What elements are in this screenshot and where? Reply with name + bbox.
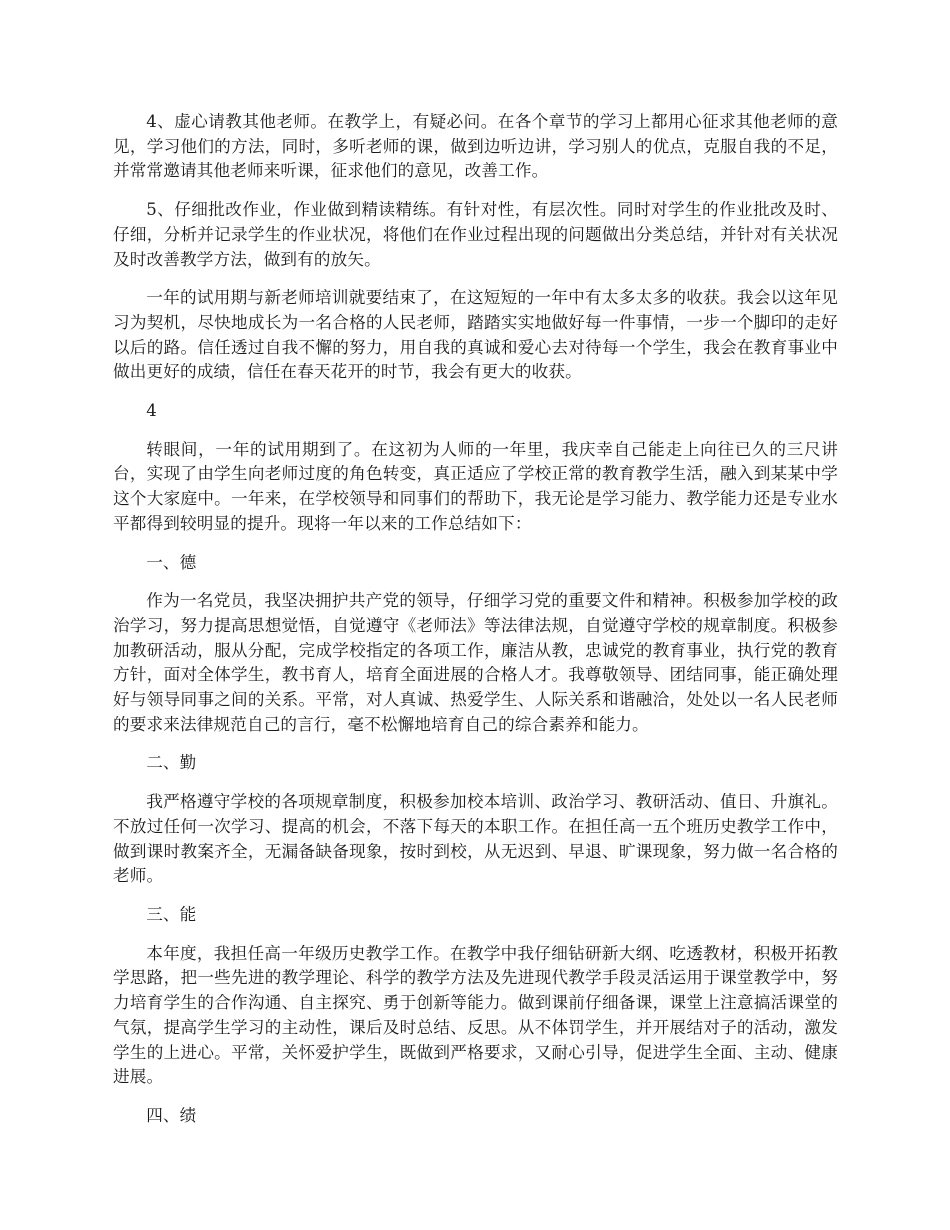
heading-morality: 一、德	[146, 552, 197, 572]
paragraph-probation-summary: 一年的试用期与新老师培训就要结束了，在这短短的一年中有太多太多的收获。我会以这年见习为契机，尽快地成长为一名合格的人民老师，踏踏实实地做好每一件事情，一步一个脚印的走好以后的路。信任透过自我不懈的努力，用自我的真诚和爱心去对待每一个学生，我会在教育事业中做出更好的成绩，信任在春天花开的时节，我会有更大的收获。	[113, 288, 838, 382]
paragraph-morality: 作为一名党员，我坚决拥护共产党的领导，仔细学习党的重要文件和精神。积极参加学校的政治学习，努力提高思想觉悟，自觉遵守《老师法》等法律法规，自觉遵守学校的规章制度。积极参加教研活动，服从分配，完成学校指定的各项工作，廉洁从教，忠诚党的教育事业，执行党的教育方针，面对全体学生，教书育人，培育全面进展的合格人才。我尊敬领导、团结同事，能正确处理好与领导同事之间的关系。平常，对人真诚、热爱学生、人际关系和谐融洽，处处以一名人民老师的要求来法律规范自己的言行，毫不松懈地培育自己的综合素养和能力。	[113, 591, 838, 734]
paragraph-consult-teachers: 4、虚心请教其他老师。在教学上，有疑必问。在各个章节的学习上都用心征求其他老师的意见，学习他们的方法，同时，多听老师的课，做到边听边讲，学习别人的优点，克服自我的不足，并常常邀请其他老师来听课，征求他们的意见，改善工作。	[113, 112, 838, 181]
document-body	[113, 110, 838, 1143]
heading-ability: 三、能	[146, 904, 197, 924]
heading-achievement: 四、绩	[146, 1105, 197, 1125]
paragraph-grade-homework: 5、仔细批改作业，作业做到精读精练。有针对性，有层次性。同时对学生的作业批改及时、仔细，分析并记录学生的作业状况，将他们在作业过程出现的问题做出分类总结，并针对有关状况及时改善教学方法，做到有的放矢。	[113, 200, 838, 269]
paragraph-diligence: 我严格遵守学校的各项规章制度，积极参加校本培训、政治学习、教研活动、值日、升旗礼。不放过任何一次学习、提高的机会，不落下每天的本职工作。在担任高一五个班历史教学工作中，做到课时教案齐全，无漏备缺备现象，按时到校，从无迟到、早退、旷课现象，努力做一名合格的老师。	[113, 792, 838, 886]
section-number: 4	[146, 401, 157, 421]
paragraph-ability: 本年度，我担任高一年级历史教学工作。在教学中我仔细钻研新大纲、吃透教材，积极开拓教学思路，把一些先进的教学理论、科学的教学方法及先进现代教学手段灵活运用于课堂教学中，努力培育学生的合作沟通、自主探究、勇于创新等能力。做到课前仔细备课，课堂上注意搞活课堂的气氛，提高学生学习的主动性，课后及时总结、反思。从不体罚学生，并开展结对子的活动，激发学生的上进心。平常，关怀爱护学生，既做到严格要求，又耐心引导，促进学生全面、主动、健康进展。	[113, 943, 838, 1087]
heading-diligence: 二、勤	[146, 753, 197, 773]
paragraph-introduction: 转眼间，一年的试用期到了。在这初为人师的一年里，我庆幸自己能走上向往已久的三尺讲台，实现了由学生向老师过度的角色转变，真正适应了学校正常的教育教学生活，融入到某某中学这个大家庭中。一年来，在学校领导和同事们的帮助下，我无论是学习能力、教学能力还是专业水平都得到较明显的提升。现将一年以来的工作总结如下：	[113, 439, 838, 533]
